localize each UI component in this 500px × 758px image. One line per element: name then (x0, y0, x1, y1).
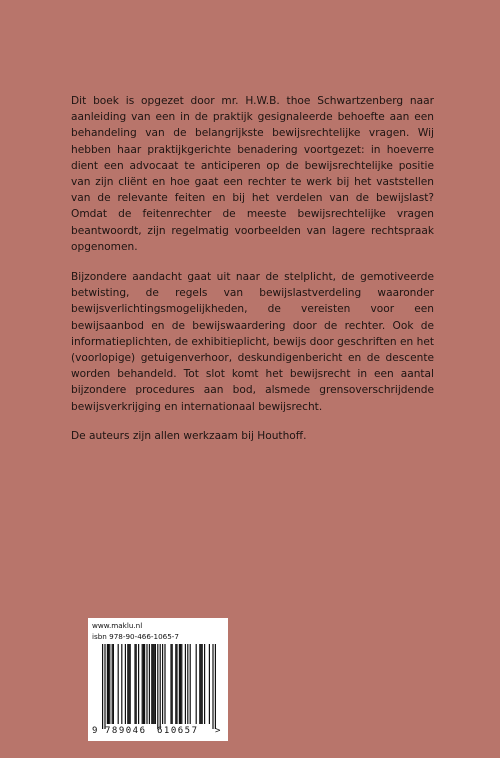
barcode-bar (215, 644, 216, 729)
barcode-bar (170, 644, 171, 724)
barcode-bar (181, 644, 182, 724)
barcode-bar (149, 644, 150, 724)
authors-note: De auteurs zijn allen werkzaam bij Houthoff. (71, 430, 307, 442)
barcode-bar (108, 644, 109, 724)
barcode-bar (212, 644, 213, 729)
barcode-bar (138, 644, 139, 724)
barcode-bar (199, 644, 200, 724)
barcode-bar (142, 644, 143, 724)
isbn-label: isbn 978-90-466-1065-7 (92, 632, 179, 641)
barcode-bar (128, 644, 129, 724)
barcode-bar (176, 644, 177, 724)
barcode-bar (144, 644, 145, 724)
barcode-bar (112, 644, 113, 724)
barcode-left-digits: 789046 (105, 726, 147, 736)
barcode-bar (157, 644, 158, 729)
description-paragraph-1: Dit boek is opgezet door mr. H.W.B. thoe Schwartzenberg naar aanleiding van een in de praktijk gesignaleerde behoefte aan een behandeling van de belangrijkste bewijsrechtelijke vragen. Wij hebben haar praktijkgerichte benadering voortgezet: in hoeverre dient een advocaat te anticiperen op de bewijsrechtelijke positie van zijn cliënt en hoe gaat een rechter te werk bij het vaststellen van de relevante feiten en bij het verdelen van de bewijslast? Omdat de feitenrechter de meeste bewijsrechtelijke vragen beantwoordt, zijn regelmatig voorbeelden van lagere rechtspraak opgenomen. (71, 95, 434, 253)
barcode-bar (162, 644, 163, 724)
barcode-bar (155, 644, 156, 724)
barcode-bar (160, 644, 161, 729)
barcode-bar (179, 644, 180, 724)
barcode-bar (127, 644, 128, 724)
barcode-bar (151, 644, 152, 724)
barcode-bar (125, 644, 126, 724)
description-paragraph-2: Bijzondere aandacht gaat uit naar de stelplicht, de gemotiveerde betwisting, de regels van bewijslastverdeling waaronder bewijsverlichtingsmogelijkheden, de vereisten voor een bewijsaanbod en de bewijswaardering door de rechter. Ook de informatieplichten, de exhibitieplicht, bewijs door geschriften en het (voorlopige) getuigenverhoor, deskundigenbericht en de descente worden behandeld. Tot slot komt het bewijsrecht in een aantal bijzondere procedures aan bod, alsmede grensoverschrijdende bewijsverkrijging en internationaal bewijsrecht. (71, 271, 434, 413)
barcode-panel (88, 618, 228, 741)
barcode-bar (130, 644, 131, 724)
barcode-bar (113, 644, 114, 724)
barcode-bar (172, 644, 173, 724)
barcode-icon (88, 618, 228, 741)
barcode-bar (109, 644, 110, 724)
barcode-bar (152, 644, 153, 724)
barcode-bar (146, 644, 147, 724)
barcode-bar (107, 644, 108, 724)
barcode-bar (121, 644, 122, 724)
publisher-url: www.maklu.nl (92, 621, 143, 630)
barcode-bar (185, 644, 186, 724)
barcode-bar (202, 644, 203, 724)
barcode-bar (143, 644, 144, 724)
barcode-bar (136, 644, 137, 724)
barcode-bar (204, 644, 205, 724)
barcode-bar (196, 644, 197, 724)
barcode-bar (164, 644, 165, 724)
barcode-bar (154, 644, 155, 724)
barcode-bar (187, 644, 188, 724)
barcode-bar (200, 644, 201, 724)
barcode-lead-digit: 9 (92, 726, 98, 736)
barcode-bar (180, 644, 181, 724)
barcode-bar (209, 644, 210, 724)
barcode-arrow: > (215, 726, 221, 736)
barcode-bar (190, 644, 191, 724)
barcode-bar (134, 644, 135, 724)
barcode-right-digits: 610657 (157, 726, 199, 736)
barcode-bar (175, 644, 176, 724)
barcode-bar (104, 644, 105, 729)
barcode-bar (102, 644, 103, 729)
barcode-bar (118, 644, 119, 724)
